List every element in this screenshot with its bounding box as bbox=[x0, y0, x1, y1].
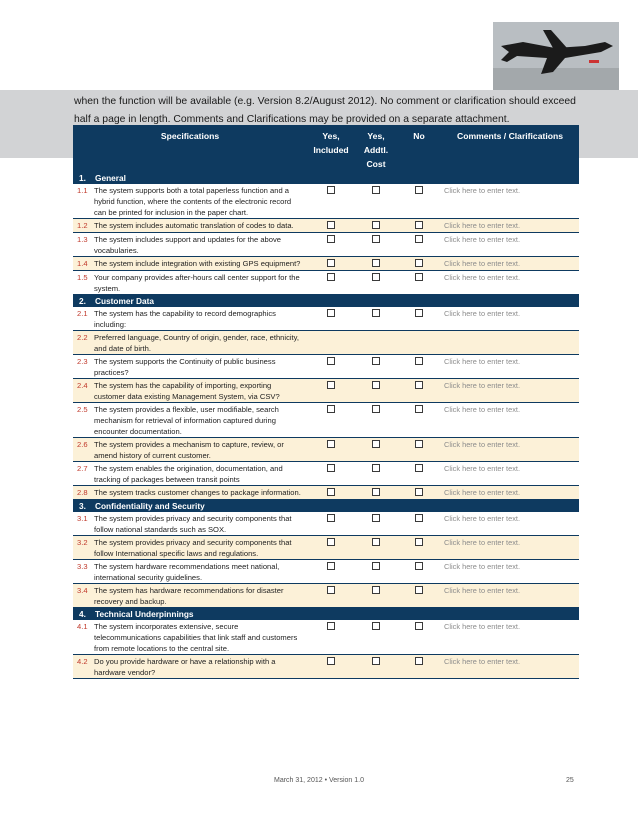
cell-yes-addtl-cost bbox=[355, 486, 397, 500]
header-yes-addtl-cost: Yes, Addtl. Cost bbox=[355, 125, 397, 172]
comment-field[interactable]: Click here to enter text. bbox=[441, 379, 579, 403]
item-description: The system includes automatic translation of codes to data. bbox=[93, 219, 307, 233]
section-title: General bbox=[93, 172, 579, 184]
cell-yes-addtl-cost bbox=[355, 307, 397, 331]
checkbox-icon[interactable] bbox=[327, 221, 335, 229]
checkbox-icon[interactable] bbox=[372, 186, 380, 194]
checkbox-icon[interactable] bbox=[372, 586, 380, 594]
checkbox-icon[interactable] bbox=[372, 440, 380, 448]
checkbox-icon[interactable] bbox=[372, 381, 380, 389]
comment-field[interactable]: Click here to enter text. bbox=[441, 257, 579, 271]
cell-yes-included bbox=[307, 584, 355, 608]
item-number: 1.2 bbox=[73, 219, 93, 233]
item-description: The system provides privacy and security components that follow national standards such as SOX. bbox=[93, 512, 307, 536]
checkbox-icon[interactable] bbox=[327, 562, 335, 570]
item-number: 2.3 bbox=[73, 355, 93, 379]
section-number: 2. bbox=[73, 295, 93, 308]
table-row bbox=[73, 536, 579, 560]
checkbox-icon[interactable] bbox=[327, 657, 335, 665]
header-specifications: Specifications bbox=[73, 125, 307, 172]
item-number: 2.2 bbox=[73, 331, 93, 355]
item-description: Do you provide hardware or have a relationship with a hardware vendor? bbox=[93, 655, 307, 679]
table-body bbox=[73, 172, 579, 679]
item-number: 2.5 bbox=[73, 403, 93, 438]
cell-yes-addtl-cost bbox=[355, 379, 397, 403]
section-row bbox=[73, 172, 579, 184]
cell-yes-included bbox=[307, 438, 355, 462]
checkbox-icon[interactable] bbox=[372, 514, 380, 522]
item-number: 1.4 bbox=[73, 257, 93, 271]
cell-yes-addtl-cost bbox=[355, 355, 397, 379]
comment-field[interactable]: Click here to enter text. bbox=[441, 512, 579, 536]
table-row bbox=[73, 512, 579, 536]
cell-yes-addtl-cost bbox=[355, 512, 397, 536]
checkbox-icon[interactable] bbox=[327, 309, 335, 317]
item-number: 2.6 bbox=[73, 438, 93, 462]
section-number: 1. bbox=[73, 172, 93, 184]
cell-yes-addtl-cost bbox=[355, 584, 397, 608]
cell-yes-included bbox=[307, 271, 355, 295]
cell-yes-addtl-cost bbox=[355, 331, 397, 355]
cell-yes-included bbox=[307, 486, 355, 500]
table-row bbox=[73, 184, 579, 219]
checkbox-icon[interactable] bbox=[415, 405, 423, 413]
cell-yes-addtl-cost bbox=[355, 438, 397, 462]
cell-yes-included bbox=[307, 184, 355, 219]
checkbox-icon[interactable] bbox=[415, 440, 423, 448]
item-number: 2.1 bbox=[73, 307, 93, 331]
comment-field[interactable]: Click here to enter text. bbox=[441, 307, 579, 331]
table-row bbox=[73, 307, 579, 331]
cell-no bbox=[397, 233, 441, 257]
cell-yes-addtl-cost bbox=[355, 403, 397, 438]
checkbox-icon[interactable] bbox=[415, 381, 423, 389]
cell-no bbox=[397, 257, 441, 271]
cell-no bbox=[397, 271, 441, 295]
checkbox-icon[interactable] bbox=[415, 464, 423, 472]
item-description: The system has the capability to record demographics including: bbox=[93, 307, 307, 331]
checkbox-icon[interactable] bbox=[327, 538, 335, 546]
table-row bbox=[73, 403, 579, 438]
cell-yes-addtl-cost bbox=[355, 560, 397, 584]
checkbox-icon[interactable] bbox=[415, 357, 423, 365]
checkbox-icon[interactable] bbox=[415, 586, 423, 594]
item-number: 4.1 bbox=[73, 620, 93, 655]
cell-no bbox=[397, 438, 441, 462]
item-description: The system includes support and updates for the above vocabularies. bbox=[93, 233, 307, 257]
item-number: 3.1 bbox=[73, 512, 93, 536]
header-no: No bbox=[397, 125, 441, 172]
cell-yes-included bbox=[307, 462, 355, 486]
cell-no bbox=[397, 379, 441, 403]
item-description: The system provides a mechanism to capture, review, or amend history of current customer. bbox=[93, 438, 307, 462]
item-description: The system enables the origination, documentation, and tracking of packages between transit points bbox=[93, 462, 307, 486]
section-number: 3. bbox=[73, 500, 93, 513]
comment-field[interactable]: Click here to enter text. bbox=[441, 271, 579, 295]
cell-yes-included bbox=[307, 331, 355, 355]
item-description: The system hardware recommendations meet national, international security guidelines. bbox=[93, 560, 307, 584]
cell-yes-included bbox=[307, 512, 355, 536]
item-number: 3.2 bbox=[73, 536, 93, 560]
item-description: The system provides privacy and security components that follow International specific laws and regulations. bbox=[93, 536, 307, 560]
cell-yes-included bbox=[307, 257, 355, 271]
checkbox-icon[interactable] bbox=[327, 186, 335, 194]
section-number: 4. bbox=[73, 608, 93, 621]
checkbox-icon[interactable] bbox=[372, 488, 380, 496]
cell-no bbox=[397, 403, 441, 438]
checkbox-icon[interactable] bbox=[415, 514, 423, 522]
section-row bbox=[73, 608, 579, 621]
item-number: 1.1 bbox=[73, 184, 93, 219]
checkbox-icon[interactable] bbox=[327, 586, 335, 594]
comment-field[interactable]: Click here to enter text. bbox=[441, 233, 579, 257]
checkbox-icon[interactable] bbox=[415, 221, 423, 229]
cell-yes-included bbox=[307, 403, 355, 438]
cell-yes-included bbox=[307, 536, 355, 560]
checkbox-icon[interactable] bbox=[372, 235, 380, 243]
item-description: The system include integration with existing GPS equipment? bbox=[93, 257, 307, 271]
table-row bbox=[73, 584, 579, 608]
comment-field[interactable]: Click here to enter text. bbox=[441, 184, 579, 219]
table-row bbox=[73, 655, 579, 679]
item-number: 2.7 bbox=[73, 462, 93, 486]
checkbox-icon[interactable] bbox=[372, 538, 380, 546]
item-description: Your company provides after-hours call center support for the system. bbox=[93, 271, 307, 295]
cell-yes-addtl-cost bbox=[355, 257, 397, 271]
comment-field[interactable]: Click here to enter text. bbox=[441, 560, 579, 584]
item-number: 3.3 bbox=[73, 560, 93, 584]
checkbox-icon[interactable] bbox=[415, 622, 423, 630]
section-title: Technical Underpinnings bbox=[93, 608, 579, 621]
checkbox-icon[interactable] bbox=[327, 514, 335, 522]
item-description: The system supports both a total paperless function and a hybrid function, where the contents of the electronic record can be printed for inclusion in the paper chart. bbox=[93, 184, 307, 219]
comment-field[interactable]: Click here to enter text. bbox=[441, 620, 579, 655]
checkbox-icon[interactable] bbox=[372, 622, 380, 630]
cell-yes-included bbox=[307, 560, 355, 584]
checkbox-icon[interactable] bbox=[372, 309, 380, 317]
cell-no bbox=[397, 355, 441, 379]
specifications-table bbox=[73, 125, 579, 679]
item-number: 3.4 bbox=[73, 584, 93, 608]
cell-yes-included bbox=[307, 233, 355, 257]
checkbox-icon[interactable] bbox=[327, 381, 335, 389]
checkbox-icon[interactable] bbox=[327, 235, 335, 243]
cell-yes-included bbox=[307, 355, 355, 379]
table-row bbox=[73, 379, 579, 403]
table-row bbox=[73, 462, 579, 486]
comment-field[interactable]: Click here to enter text. bbox=[441, 355, 579, 379]
item-description: The system incorporates extensive, secure telecommunications capabilities that link staff and customers from remote locations to the central site. bbox=[93, 620, 307, 655]
table-header-row bbox=[73, 125, 579, 172]
cell-no bbox=[397, 486, 441, 500]
airplane-icon bbox=[493, 22, 619, 90]
checkbox-icon[interactable] bbox=[327, 273, 335, 281]
header-yes-included: Yes, Included bbox=[307, 125, 355, 172]
cell-yes-addtl-cost bbox=[355, 219, 397, 233]
cell-no bbox=[397, 584, 441, 608]
checkbox-icon[interactable] bbox=[327, 440, 335, 448]
cell-yes-addtl-cost bbox=[355, 655, 397, 679]
checkbox-icon[interactable] bbox=[415, 657, 423, 665]
item-number: 2.8 bbox=[73, 486, 93, 500]
item-number: 4.2 bbox=[73, 655, 93, 679]
section-row bbox=[73, 295, 579, 308]
checkbox-icon[interactable] bbox=[415, 273, 423, 281]
table-row bbox=[73, 355, 579, 379]
item-description: The system supports the Continuity of public business practices? bbox=[93, 355, 307, 379]
table-row bbox=[73, 560, 579, 584]
cell-yes-addtl-cost bbox=[355, 271, 397, 295]
cell-no bbox=[397, 655, 441, 679]
section-row bbox=[73, 500, 579, 513]
footer-date-version: March 31, 2012 • Version 1.0 bbox=[273, 777, 364, 784]
comment-field[interactable]: Click here to enter text. bbox=[441, 655, 579, 679]
table-row bbox=[73, 233, 579, 257]
cell-yes-included bbox=[307, 219, 355, 233]
checkbox-icon[interactable] bbox=[415, 538, 423, 546]
cell-no bbox=[397, 620, 441, 655]
checkbox-icon[interactable] bbox=[415, 488, 423, 496]
checkbox-icon[interactable] bbox=[415, 259, 423, 267]
item-description: The system has the capability of importing, exporting customer data existing Management System, via CSV? bbox=[93, 379, 307, 403]
comment-field bbox=[441, 331, 579, 355]
cell-yes-addtl-cost bbox=[355, 462, 397, 486]
checkbox-icon[interactable] bbox=[327, 464, 335, 472]
item-description: The system provides a flexible, user modifiable, search mechanism for retrieval of information captured during encounter documentation. bbox=[93, 403, 307, 438]
checkbox-icon[interactable] bbox=[372, 273, 380, 281]
checkbox-icon[interactable] bbox=[415, 309, 423, 317]
checkbox-icon[interactable] bbox=[327, 622, 335, 630]
checkbox-icon[interactable] bbox=[372, 405, 380, 413]
cell-yes-included bbox=[307, 655, 355, 679]
checkbox-icon[interactable] bbox=[415, 235, 423, 243]
item-description: Preferred language, Country of origin, gender, race, ethnicity, and date of birth. bbox=[93, 331, 307, 355]
item-number: 1.3 bbox=[73, 233, 93, 257]
table-row bbox=[73, 486, 579, 500]
checkbox-icon[interactable] bbox=[327, 405, 335, 413]
checkbox-icon[interactable] bbox=[372, 221, 380, 229]
comment-field[interactable]: Click here to enter text. bbox=[441, 438, 579, 462]
checkbox-icon[interactable] bbox=[372, 259, 380, 267]
table-row bbox=[73, 257, 579, 271]
cell-yes-addtl-cost bbox=[355, 184, 397, 219]
comment-field[interactable]: Click here to enter text. bbox=[441, 462, 579, 486]
intro-paragraph: when the function will be available (e.g. Version 8.2/August 2012). No comment or clarification should exceed half a page in length. Comments and Clarifications may be provided on a separate attachment. bbox=[74, 96, 576, 125]
checkbox-icon[interactable] bbox=[415, 186, 423, 194]
checkbox-icon[interactable] bbox=[372, 657, 380, 665]
checkbox-icon[interactable] bbox=[327, 488, 335, 496]
item-number: 1.5 bbox=[73, 271, 93, 295]
comment-field[interactable]: Click here to enter text. bbox=[441, 403, 579, 438]
cell-yes-included bbox=[307, 379, 355, 403]
table-row bbox=[73, 438, 579, 462]
checkbox-icon[interactable] bbox=[327, 259, 335, 267]
cell-no bbox=[397, 219, 441, 233]
table-row bbox=[73, 331, 579, 355]
comment-field[interactable]: Click here to enter text. bbox=[441, 536, 579, 560]
item-description: The system has hardware recommendations for disaster recovery and backup. bbox=[93, 584, 307, 608]
page-number: 25 bbox=[566, 777, 574, 784]
item-description: The system tracks customer changes to package information. bbox=[93, 486, 307, 500]
section-title: Confidentiality and Security bbox=[93, 500, 579, 513]
cell-yes-included bbox=[307, 307, 355, 331]
checkbox-icon[interactable] bbox=[372, 464, 380, 472]
cell-no bbox=[397, 331, 441, 355]
cell-yes-addtl-cost bbox=[355, 233, 397, 257]
checkbox-icon[interactable] bbox=[327, 357, 335, 365]
table-row bbox=[73, 620, 579, 655]
checkbox-icon[interactable] bbox=[372, 357, 380, 365]
cell-no bbox=[397, 462, 441, 486]
table-row bbox=[73, 271, 579, 295]
comment-field[interactable]: Click here to enter text. bbox=[441, 219, 579, 233]
comment-field[interactable]: Click here to enter text. bbox=[441, 486, 579, 500]
header-comments: Comments / Clarifications bbox=[441, 125, 579, 172]
cell-yes-addtl-cost bbox=[355, 620, 397, 655]
cell-no bbox=[397, 560, 441, 584]
table-row bbox=[73, 219, 579, 233]
cell-no bbox=[397, 512, 441, 536]
checkbox-icon[interactable] bbox=[415, 562, 423, 570]
cell-no bbox=[397, 184, 441, 219]
section-title: Customer Data bbox=[93, 295, 579, 308]
cell-yes-included bbox=[307, 620, 355, 655]
airplane-photo bbox=[493, 22, 619, 90]
cell-no bbox=[397, 307, 441, 331]
checkbox-icon[interactable] bbox=[372, 562, 380, 570]
cell-no bbox=[397, 536, 441, 560]
comment-field[interactable]: Click here to enter text. bbox=[441, 584, 579, 608]
cell-yes-addtl-cost bbox=[355, 536, 397, 560]
item-number: 2.4 bbox=[73, 379, 93, 403]
